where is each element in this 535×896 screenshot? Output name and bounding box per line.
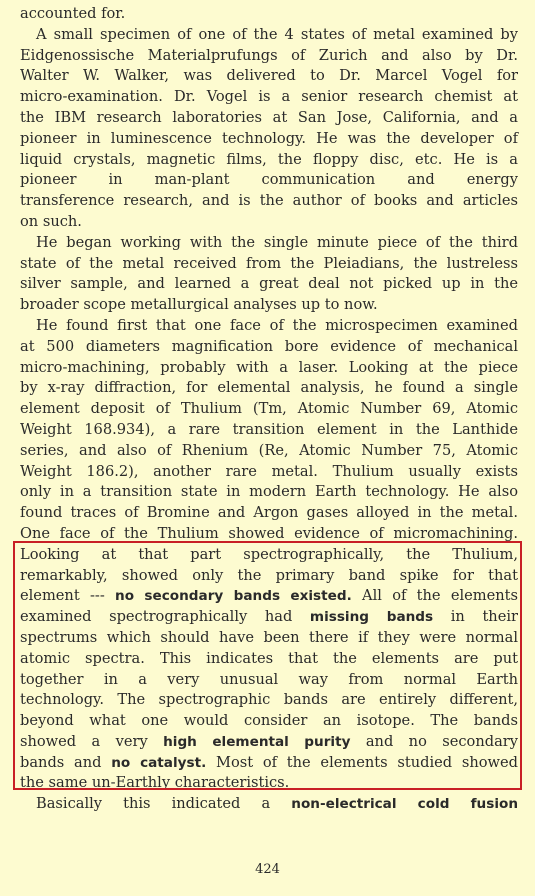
text-line: liquid crystals, magnetic films, the floppy disc, etc. He is a bbox=[20, 150, 518, 168]
text-run: element --- bbox=[20, 587, 116, 605]
text-line: on such. bbox=[20, 212, 82, 230]
text-line: beyond what one would consider an isotope. The bands bbox=[20, 712, 518, 730]
text-line: accounted for. bbox=[20, 5, 126, 22]
text-run: in their bbox=[433, 608, 518, 626]
text-line: spectrums which should have been there if they were normal bbox=[20, 628, 518, 646]
text-line: the IBM research laboratories at San Jose, California, and a bbox=[20, 108, 518, 126]
paragraph-cold-fusion bbox=[20, 794, 518, 815]
text-line: together in a very unusual way from normal Earth bbox=[20, 670, 518, 688]
text-line: He found first that one face of the microspecimen examined bbox=[36, 316, 518, 334]
text-run: Most of the elements studied showed bbox=[206, 753, 518, 771]
text-run: showed a very bbox=[20, 732, 164, 750]
text-line: Looking at that part spectrographically, the Thulium, bbox=[20, 545, 518, 563]
text-line: pioneer in luminescence technology. He was the developer of bbox=[20, 129, 518, 147]
text-run: All of the elements bbox=[351, 587, 518, 605]
text-line: He began working with the single minute piece of the third bbox=[36, 233, 518, 251]
text-line: technology. The spectrographic bands are entirely different, bbox=[20, 691, 518, 709]
text-line: micro-examination. Dr. Vogel is a senior research chemist at bbox=[20, 88, 518, 106]
emphasis-non-electrical-cold-fusion: non-electrical cold fusion bbox=[291, 796, 518, 813]
text-line bbox=[20, 586, 518, 607]
text-line: at 500 diameters magnification bore evidence of mechanical bbox=[20, 337, 518, 355]
text-line: micro-machining, probably with a laser. Looking at the piece bbox=[20, 358, 518, 376]
text-line bbox=[20, 794, 518, 815]
text-line: by x-ray diffraction, for elemental analysis, he found a single bbox=[20, 379, 518, 397]
text-line bbox=[20, 753, 518, 774]
page-body bbox=[20, 4, 518, 815]
text-run: examined spectrographically had bbox=[20, 608, 310, 626]
text-line: remarkably, showed only the primary band spike for that bbox=[20, 566, 518, 584]
text-line: A small specimen of one of the 4 states of metal examined by bbox=[36, 25, 518, 43]
text-line: state of the metal received from the Pleiadians, the lustreless bbox=[20, 254, 518, 272]
text-line: transference research, and is the author of books and articles bbox=[20, 192, 518, 210]
text-line: found traces of Bromine and Argon gases alloyed in the metal. bbox=[20, 504, 518, 522]
paragraph-microspecimen bbox=[20, 316, 518, 794]
text-line: Walter W. Walker, was delivered to Dr. Marcel Vogel for bbox=[20, 67, 518, 85]
emphasis-missing-bands: missing bands bbox=[309, 609, 434, 626]
text-run: bands and bbox=[20, 753, 112, 771]
text-line: Weight 168.934), a rare transition element in the Lanthide bbox=[20, 420, 518, 438]
paragraph-third-state bbox=[20, 233, 518, 316]
emphasis-high-elemental-purity: high elemental purity bbox=[163, 733, 351, 750]
text-line: Eidgenossische Materialprufungs of Zurich and also by Dr. bbox=[20, 46, 518, 64]
text-line bbox=[20, 607, 518, 628]
text-line: silver sample, and learned a great deal not picked up in the bbox=[20, 275, 518, 293]
text-line: only in a transition state in modern Earth technology. He also bbox=[20, 483, 518, 501]
emphasis-no-secondary-bands: no secondary bands existed. bbox=[115, 588, 352, 605]
paragraph-specimen bbox=[20, 25, 518, 233]
text-line: pioneer in man-plant communication and energy bbox=[20, 171, 518, 189]
text-run: Basically this indicated a bbox=[36, 795, 292, 813]
text-line: broader scope metallurgical analyses up to now. bbox=[20, 296, 378, 314]
page-number: 424 bbox=[255, 862, 280, 877]
text-line: Weight 186.2), another rare metal. Thulium usually exists bbox=[20, 462, 518, 480]
emphasis-no-catalyst: no catalyst. bbox=[111, 754, 207, 771]
text-line: One face of the Thulium showed evidence of micromachining. bbox=[20, 524, 518, 542]
text-line: atomic spectra. This indicates that the elements are put bbox=[20, 649, 518, 667]
text-line: element deposit of Thulium (Tm, Atomic Number 69, Atomic bbox=[20, 400, 518, 418]
paragraph-intro bbox=[20, 4, 518, 25]
text-line: series, and also of Rhenium (Re, Atomic Number 75, Atomic bbox=[20, 441, 518, 459]
text-run: and no secondary bbox=[350, 732, 518, 750]
text-line: the same un-Earthly characteristics. bbox=[20, 774, 290, 792]
text-line bbox=[20, 732, 518, 753]
